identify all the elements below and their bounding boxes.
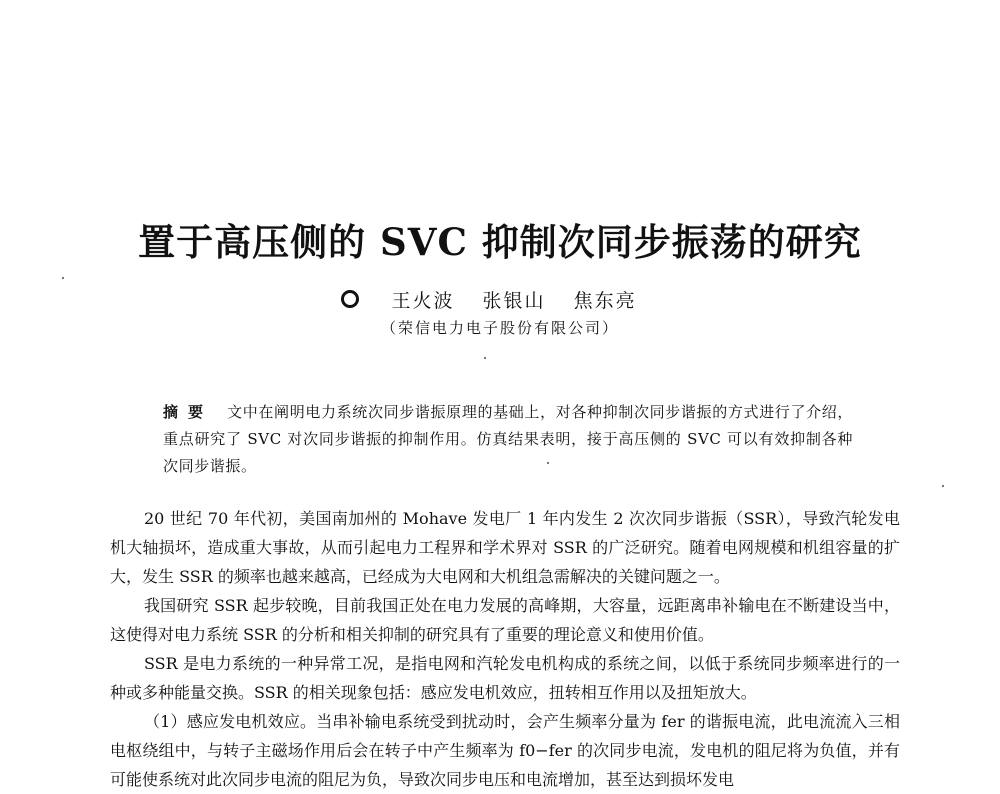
abstract-label: 摘要 [163,403,214,421]
scan-speck [62,277,64,279]
body-paragraph: 我国研究 SSR 起步较晚，目前我国正处在电力发展的高峰期，大容量，远距离串补输电在不断建设当中，这使得对电力系统 SSR 的分析和相关抑制的研究具有了重要的理论意义和使用价值。 [110,596,900,644]
body-paragraph: 20 世纪 70 年代初，美国南加州的 Mohave 发电厂 1 年内发生 2 次次同步谐振（SSR），导致汽轮发电机大轴损坏，造成重大事故，从而引起电力工程界和学术界对 SSR 的广泛研究。随着电网规模和机组容量的扩大，发生 SSR 的频率也越来越高，已经成为大电网和大机组急需解决的关键问题之一。 [110,509,900,586]
author-name: 张银山 [482,290,546,312]
author-line [0,286,1000,313]
author-affiliation: （荣信电力电子股份有限公司） [380,319,619,337]
body-text [110,504,900,794]
author-name: 王火波 [391,290,455,312]
body-paragraph: （1）感应发电机效应。当串补输电系统受到扰动时，会产生频率分量为 fer 的谐振电流，此电流流入三相电枢绕组中，与转子主磁场作用后会在转子中产生频率为 f0−fer 的次同步电流，发电机的阻尼将为负值，并有可能使系统对此次同步电流的阻尼为负，导致次同步电压和电流增加，甚至达到损坏发电 [110,712,900,789]
bullet-icon [341,290,359,308]
abstract-block [163,399,853,480]
abstract-text: 文中在阐明电力系统次同步谐振原理的基础上，对各种抑制次同步谐振的方式进行了介绍，重点研究了 SVC 对次同步谐振的抑制作用。仿真结果表明，接于高压侧的 SVC 可以有效抑制各种次同步谐振。 [163,403,853,475]
scan-speck [484,357,486,359]
body-paragraph: SSR 是电力系统的一种异常工况，是指电网和汽轮发电机构成的系统之间，以低于系统同步频率进行的一种或多种能量交换。SSR 的相关现象包括：感应发电机效应，扭转相互作用以及扭矩放大。 [110,654,900,702]
scan-speck [547,462,549,464]
paper-title: 置于高压侧的 SVC 抑制次同步振荡的研究 [138,220,862,264]
author-name: 焦东亮 [573,290,637,312]
scan-speck [942,485,944,487]
